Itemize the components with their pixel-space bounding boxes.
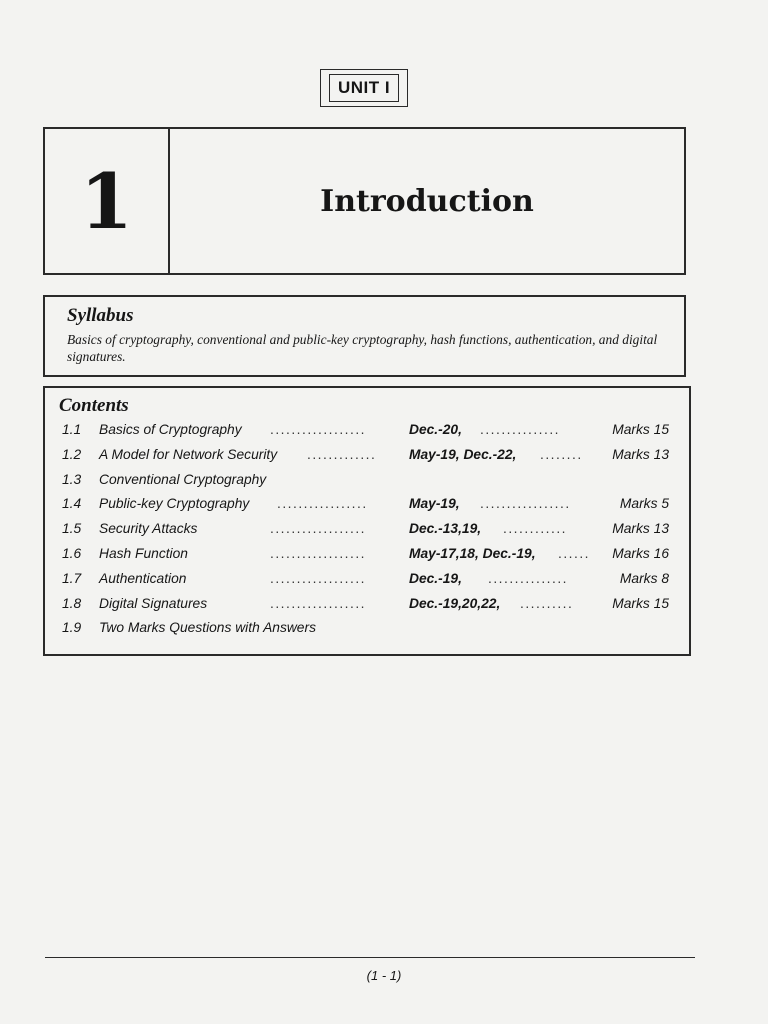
syllabus-box xyxy=(43,295,686,377)
contents-item xyxy=(59,470,677,495)
contents-item-title: A Model for Network Security xyxy=(99,446,278,462)
contents-item-exam-dates: May-19, xyxy=(409,496,460,512)
chapter-header xyxy=(43,127,686,275)
dot-leader: ...... xyxy=(558,545,590,561)
contents-item-marks: Marks 15 xyxy=(612,422,669,437)
contents-item-exam-dates: Dec.-19,20,22, xyxy=(409,595,501,611)
contents-item-marks: Marks 16 xyxy=(612,545,669,561)
contents-item-marks: Marks 13 xyxy=(612,446,669,462)
contents-item-exam-dates: May-17,18, Dec.-19, xyxy=(409,545,536,561)
dot-leader: ............... xyxy=(488,570,568,586)
dot-leader: ............. xyxy=(307,446,377,462)
dot-leader: .................. xyxy=(270,521,366,537)
contents-item xyxy=(59,445,677,470)
chapter-title: Introduction xyxy=(320,183,534,219)
chapter-number: 1 xyxy=(45,129,170,273)
dot-leader: ................. xyxy=(480,496,571,512)
contents-item-marks: Marks 5 xyxy=(619,496,669,512)
contents-item-marks: Marks 13 xyxy=(612,521,669,537)
dot-leader: .................. xyxy=(270,545,366,561)
contents-item xyxy=(59,494,677,519)
unit-badge xyxy=(320,69,408,107)
contents-item-title: Authentication xyxy=(99,570,187,586)
contents-item-marks: Marks 15 xyxy=(612,595,669,611)
contents-item-exam-dates: May-19, Dec.-22, xyxy=(409,446,517,462)
dot-leader: ................. xyxy=(277,496,368,512)
dot-leader: .................. xyxy=(270,570,366,586)
contents-item-title: Two Marks Questions with Answers xyxy=(99,620,316,636)
footer-divider xyxy=(45,957,695,958)
contents-item-number: 1.9 xyxy=(62,620,82,636)
unit-label: UNIT I xyxy=(329,74,399,102)
dot-leader: ............ xyxy=(503,521,567,537)
contents-item-number: 1.6 xyxy=(62,545,82,561)
contents-item-number: 1.1 xyxy=(62,422,82,437)
contents-item-number: 1.8 xyxy=(62,595,82,611)
dot-leader: .......... xyxy=(520,595,574,611)
page-number: (1 - 1) xyxy=(366,968,402,983)
contents-heading: Contents xyxy=(59,395,129,416)
contents-item-title: Digital Signatures xyxy=(99,595,208,611)
contents-item-title: Public-key Cryptography xyxy=(99,496,250,512)
contents-item-exam-dates: Dec.-20, xyxy=(409,422,462,437)
dot-leader: ............... xyxy=(480,422,560,437)
contents-item-title: Security Attacks xyxy=(99,521,198,537)
contents-box xyxy=(43,386,691,656)
contents-item xyxy=(59,594,677,619)
dot-leader: ........ xyxy=(540,446,583,462)
contents-item-number: 1.7 xyxy=(62,570,82,586)
contents-item xyxy=(59,569,677,594)
dot-leader: .................. xyxy=(270,595,366,611)
contents-item xyxy=(59,618,677,643)
syllabus-heading: Syllabus xyxy=(67,305,134,326)
contents-item-exam-dates: Dec.-19, xyxy=(409,570,462,586)
contents-item xyxy=(59,544,677,569)
contents-list xyxy=(59,420,677,643)
syllabus-text: Basics of cryptography, conventional and public-key cryptography, hash functions, authentication, and digital signatures. xyxy=(67,332,658,364)
contents-item-number: 1.3 xyxy=(62,471,82,487)
contents-item-number: 1.5 xyxy=(62,521,82,537)
dot-leader: .................. xyxy=(270,422,366,437)
contents-item-number: 1.4 xyxy=(62,496,82,512)
contents-item xyxy=(59,420,677,445)
contents-item-marks: Marks 8 xyxy=(619,570,669,586)
contents-item-title: Conventional Cryptography xyxy=(99,471,267,487)
contents-item-title: Basics of Cryptography xyxy=(99,422,242,437)
contents-item-exam-dates: Dec.-13,19, xyxy=(409,521,482,537)
contents-item-number: 1.2 xyxy=(62,446,82,462)
contents-item xyxy=(59,519,677,544)
contents-item-title: Hash Function xyxy=(99,545,188,561)
